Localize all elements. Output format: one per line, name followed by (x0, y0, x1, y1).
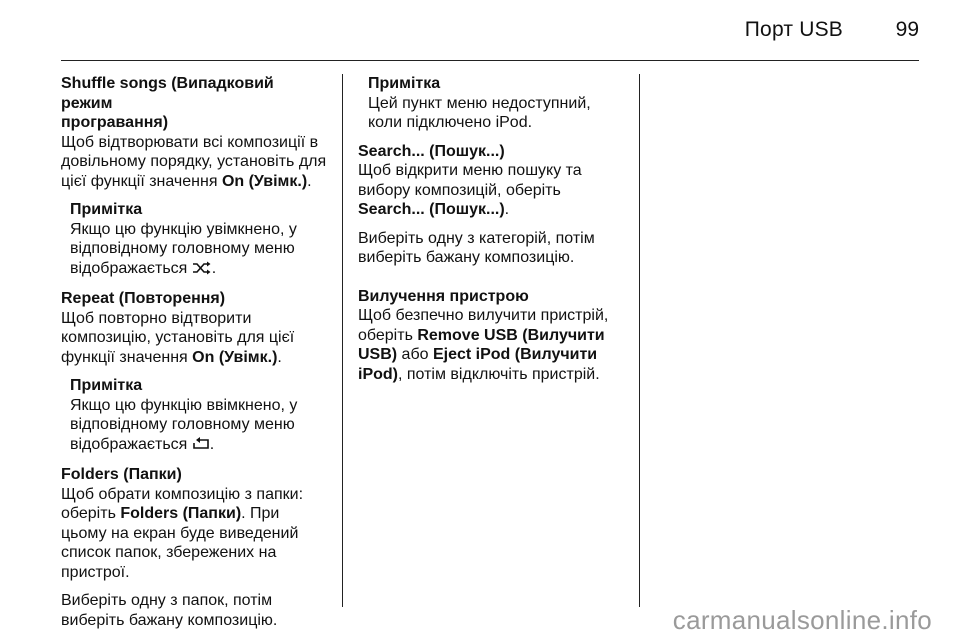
shuffle-on-value: On (Увімк.) (221, 172, 308, 190)
eject-text (358, 306, 624, 384)
repeat-note (61, 376, 327, 456)
shuffle-text-body: Щоб відтворювати всі композиції в довільному порядку, установіть для цієї функції значення (61, 133, 327, 190)
repeat-on-value: On (Увімк.) (192, 348, 278, 366)
shuffle-heading (61, 74, 327, 133)
repeat-text-body: Щоб повторно відтворити композицію, установіть для цієї функції значення (61, 309, 295, 366)
eject-ipod-value: Eject iPod (Вилучити iPod) (358, 346, 598, 383)
shuffle-note-end: . (211, 259, 217, 277)
section-shuffle (61, 74, 327, 280)
ipod-note-text: Цей пункт меню недоступний, коли підключено iPod. (368, 94, 591, 131)
folders-value: Folders (Папки) (120, 505, 242, 522)
ipod-note (358, 74, 624, 133)
page-number: 99 (895, 18, 919, 41)
section-folders (61, 465, 327, 630)
repeat-note-body: Якщо цю функцію ввімкнено, у відповідному головному меню відображається (70, 396, 298, 453)
shuffle-note-body: Якщо цю функцію увімкнено, у відповідному головному меню відображається (70, 220, 297, 277)
shuffle-note (61, 200, 327, 280)
ipod-note-title: Примітка (368, 75, 441, 92)
search-text-end: . (504, 201, 510, 218)
search-value: Search... (Пошук...) (358, 201, 505, 218)
page-header (61, 18, 919, 44)
folders-text-body-2: . При цьому на екран буде виведений список папок, збережених на пристрої. (61, 505, 299, 581)
folders-text (61, 485, 327, 583)
page-title: Порт USB (744, 18, 843, 41)
search-text (358, 161, 624, 220)
column-left (61, 74, 327, 639)
search-text-2: Виберіть одну з категорій, потім виберіть бажану композицію. (358, 229, 595, 266)
repeat-note-end: . (209, 435, 215, 453)
repeat-text-end: . (277, 348, 282, 366)
repeat-heading: Repeat (Повторення) (61, 290, 226, 307)
remove-usb-value: Remove USB (Вилучити USB) (358, 326, 605, 363)
repeat-note-text (70, 396, 327, 457)
eject-text-body: Щоб безпечно вилучити пристрій, оберіть (358, 307, 609, 344)
section-repeat (61, 289, 327, 456)
folders-text-body: Щоб обрати композицію з папки: оберіть (61, 485, 304, 522)
section-search (358, 142, 624, 268)
repeat-icon (192, 437, 210, 457)
section-eject (358, 287, 624, 385)
shuffle-text-end: . (307, 172, 312, 190)
folders-text-2: Виберіть одну з папок, потім виберіть бажану композицію. (61, 592, 278, 629)
folders-heading: Folders (Папки) (61, 466, 182, 483)
eject-heading: Вилучення пристрою (358, 287, 529, 305)
search-heading: Search... (Пошук...) (358, 142, 505, 160)
shuffle-icon (192, 261, 212, 281)
search-text-body: Щоб відкрити меню пошуку та вибору композицій, оберіть (358, 162, 582, 199)
shuffle-heading-line2: програвання) (61, 114, 169, 131)
column-divider-2 (639, 74, 640, 607)
eject-text-or: або (397, 346, 433, 363)
shuffle-heading-line1: Shuffle songs (Випадковий режим (61, 75, 274, 112)
watermark: carmanualsonline.info (672, 605, 932, 635)
repeat-text (61, 309, 327, 368)
column-divider-1 (342, 74, 343, 607)
shuffle-note-text (70, 220, 327, 281)
shuffle-text (61, 133, 327, 192)
shuffle-note-title: Примітка (70, 201, 143, 218)
eject-text-end: , потім відключіть пристрій. (398, 365, 600, 383)
header-divider (61, 60, 919, 61)
column-middle (358, 74, 624, 393)
repeat-note-title: Примітка (70, 377, 143, 394)
